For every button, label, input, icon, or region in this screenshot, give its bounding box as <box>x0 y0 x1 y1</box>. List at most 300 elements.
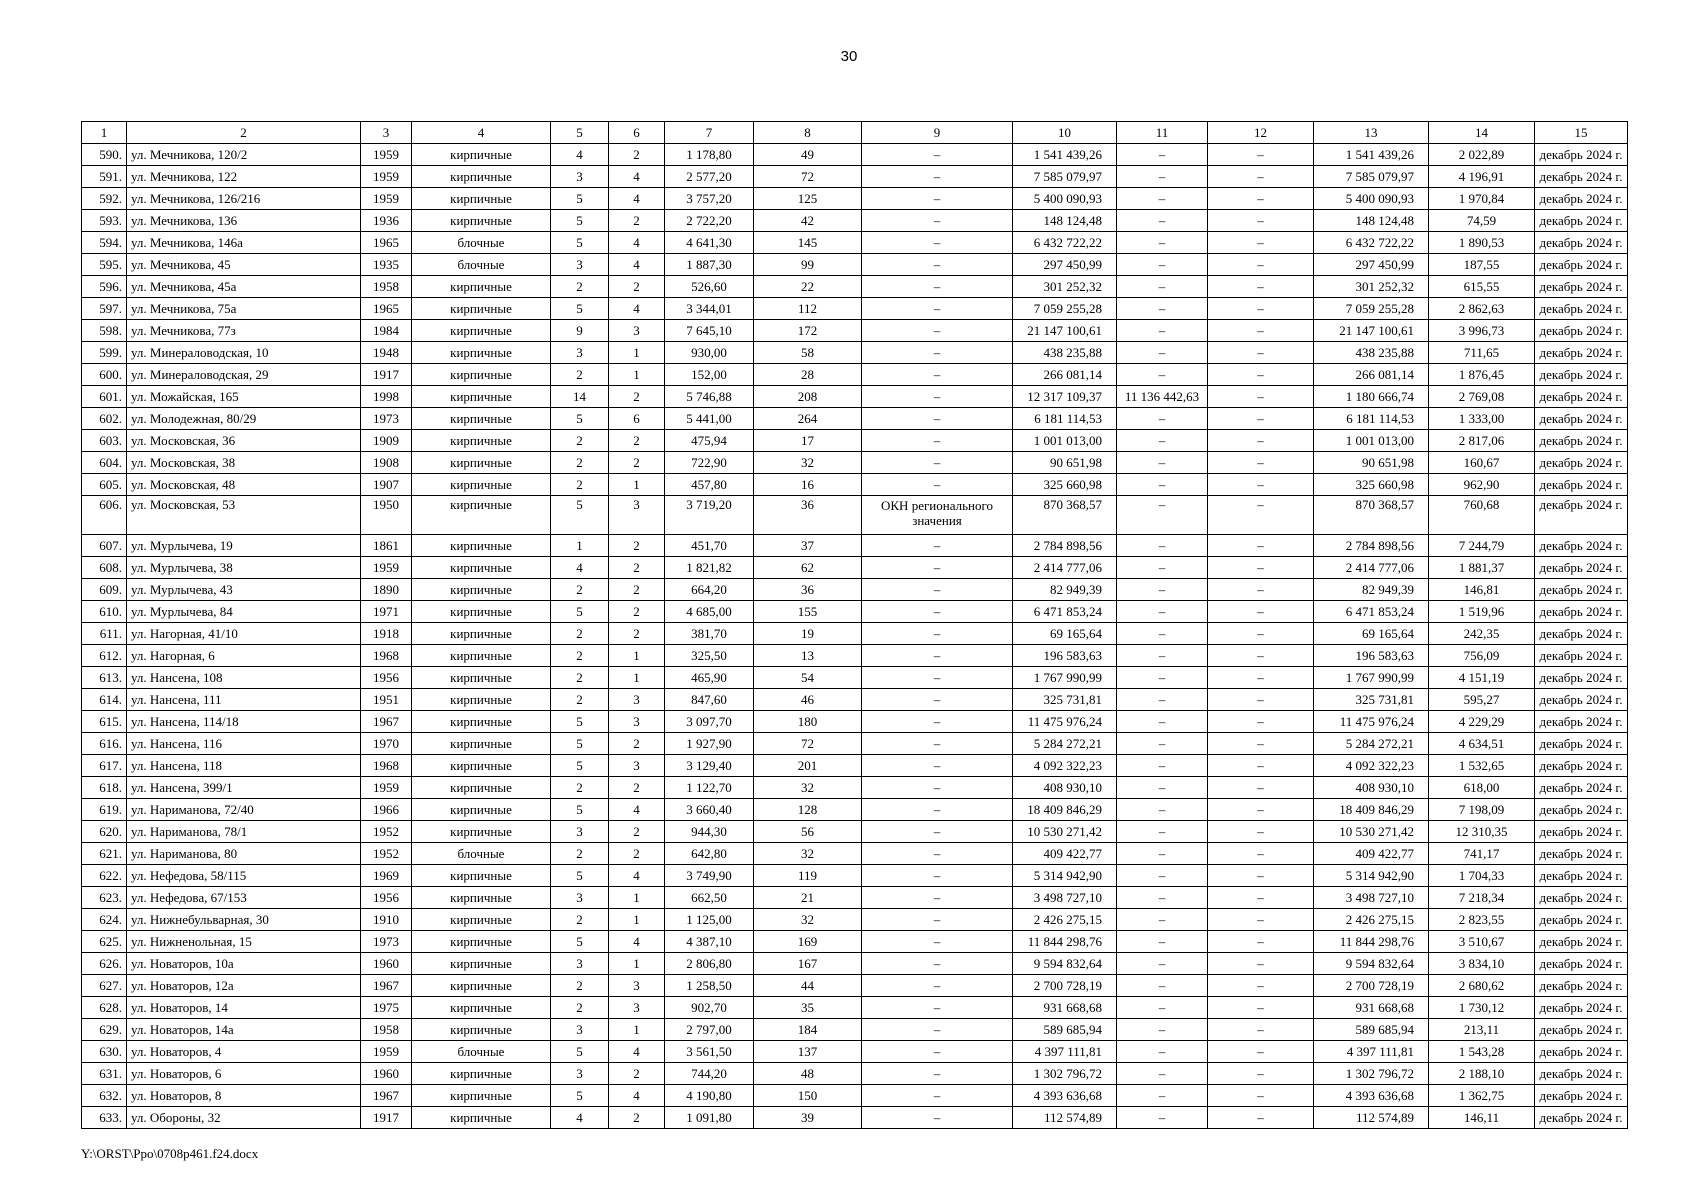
table-cell-col-13: 931 668,68 <box>1314 997 1429 1019</box>
table-cell-col-6: 1 <box>609 887 665 909</box>
table-cell-col-11: – <box>1117 821 1208 843</box>
table-cell-col-8: 208 <box>754 386 862 408</box>
table-cell-col-3: 1918 <box>361 623 412 645</box>
table-cell-col-8: 44 <box>754 975 862 997</box>
table-cell-col-15: декабрь 2024 г. <box>1535 364 1628 386</box>
table-cell-col-1: 618. <box>82 777 127 799</box>
table-cell-col-9: – <box>862 320 1013 342</box>
table-cell-col-9: – <box>862 777 1013 799</box>
table-cell-col-14: 4 151,19 <box>1429 667 1535 689</box>
table-cell-col-8: 16 <box>754 474 862 496</box>
table-cell-col-10: 4 092 322,23 <box>1013 755 1117 777</box>
table-cell-col-11: – <box>1117 364 1208 386</box>
table-cell-col-7: 1 258,50 <box>665 975 754 997</box>
table-cell-col-9: – <box>862 755 1013 777</box>
table-cell-col-12: – <box>1208 755 1314 777</box>
table-cell-col-1: 611. <box>82 623 127 645</box>
table-cell-col-12: – <box>1208 276 1314 298</box>
table-cell-col-11: – <box>1117 975 1208 997</box>
table-cell-col-6: 1 <box>609 474 665 496</box>
table-cell-col-11: – <box>1117 579 1208 601</box>
table-cell-col-14: 4 634,51 <box>1429 733 1535 755</box>
table-cell-col-9: – <box>862 579 1013 601</box>
table-cell-col-9: – <box>862 166 1013 188</box>
table-cell-col-8: 167 <box>754 953 862 975</box>
table-cell-col-14: 2 022,89 <box>1429 144 1535 166</box>
table-cell-col-4: кирпичные <box>412 997 551 1019</box>
table-cell-col-2: ул. Можайская, 165 <box>127 386 361 408</box>
table-cell-col-3: 1970 <box>361 733 412 755</box>
table-cell-col-2: ул. Новаторов, 14а <box>127 1019 361 1041</box>
table-cell-col-7: 381,70 <box>665 623 754 645</box>
table-cell-col-6: 3 <box>609 496 665 535</box>
table-cell-col-5: 3 <box>551 953 609 975</box>
table-cell-col-9: – <box>862 909 1013 931</box>
table-cell-col-15: декабрь 2024 г. <box>1535 408 1628 430</box>
table-cell-col-10: 7 059 255,28 <box>1013 298 1117 320</box>
table-cell-col-13: 10 530 271,42 <box>1314 821 1429 843</box>
table-cell-col-15: декабрь 2024 г. <box>1535 474 1628 496</box>
table-cell-col-9: – <box>862 430 1013 452</box>
table-cell-col-1: 629. <box>82 1019 127 1041</box>
table-cell-col-12: – <box>1208 975 1314 997</box>
table-cell-col-13: 5 400 090,93 <box>1314 188 1429 210</box>
table-cell-col-2: ул. Мечникова, 45а <box>127 276 361 298</box>
table-cell-col-13: 589 685,94 <box>1314 1019 1429 1041</box>
table-cell-col-3: 1952 <box>361 843 412 865</box>
table-cell-col-13: 11 475 976,24 <box>1314 711 1429 733</box>
table-row <box>82 408 1628 430</box>
table-cell-col-12: – <box>1208 1085 1314 1107</box>
table-cell-col-2: ул. Московская, 53 <box>127 496 361 535</box>
table-cell-col-13: 196 583,63 <box>1314 645 1429 667</box>
table-cell-col-5: 3 <box>551 1063 609 1085</box>
table-cell-col-7: 3 561,50 <box>665 1041 754 1063</box>
table-cell-col-12: – <box>1208 188 1314 210</box>
table-cell-col-2: ул. Мечникова, 136 <box>127 210 361 232</box>
table-cell-col-12: – <box>1208 166 1314 188</box>
table-cell-col-13: 438 235,88 <box>1314 342 1429 364</box>
table-cell-col-6: 2 <box>609 557 665 579</box>
table-cell-col-9: – <box>862 931 1013 953</box>
table-cell-col-5: 5 <box>551 711 609 733</box>
table-cell-col-2: ул. Мечникова, 122 <box>127 166 361 188</box>
table-cell-col-13: 325 660,98 <box>1314 474 1429 496</box>
table-cell-col-14: 146,11 <box>1429 1107 1535 1129</box>
table-cell-col-5: 5 <box>551 1085 609 1107</box>
table-cell-col-3: 1959 <box>361 1041 412 1063</box>
table-cell-col-3: 1959 <box>361 144 412 166</box>
table-cell-col-3: 1967 <box>361 975 412 997</box>
table-cell-col-3: 1966 <box>361 799 412 821</box>
table-cell-col-5: 2 <box>551 579 609 601</box>
table-cell-col-6: 2 <box>609 452 665 474</box>
table-cell-col-1: 597. <box>82 298 127 320</box>
table-cell-col-12: – <box>1208 821 1314 843</box>
table-cell-col-1: 603. <box>82 430 127 452</box>
table-cell-col-9: – <box>862 254 1013 276</box>
table-cell-col-5: 2 <box>551 364 609 386</box>
table-cell-col-1: 591. <box>82 166 127 188</box>
table-cell-col-1: 600. <box>82 364 127 386</box>
table-cell-col-12: – <box>1208 689 1314 711</box>
table-cell-col-13: 4 092 322,23 <box>1314 755 1429 777</box>
table-cell-col-1: 598. <box>82 320 127 342</box>
table-cell-col-11: – <box>1117 843 1208 865</box>
table-row <box>82 496 1628 535</box>
table-cell-col-6: 2 <box>609 386 665 408</box>
table-row <box>82 474 1628 496</box>
table-cell-col-4: блочные <box>412 1041 551 1063</box>
table-cell-col-5: 2 <box>551 975 609 997</box>
table-cell-col-11: – <box>1117 887 1208 909</box>
table-cell-col-9: – <box>862 689 1013 711</box>
table-cell-col-9: – <box>862 821 1013 843</box>
table-cell-col-13: 2 414 777,06 <box>1314 557 1429 579</box>
table-cell-col-7: 1 887,30 <box>665 254 754 276</box>
table-cell-col-10: 3 498 727,10 <box>1013 887 1117 909</box>
table-cell-col-13: 6 471 853,24 <box>1314 601 1429 623</box>
table-cell-col-10: 1 541 439,26 <box>1013 144 1117 166</box>
table-cell-col-7: 1 821,82 <box>665 557 754 579</box>
table-cell-col-13: 7 585 079,97 <box>1314 166 1429 188</box>
table-cell-col-10: 301 252,32 <box>1013 276 1117 298</box>
table-cell-col-1: 599. <box>82 342 127 364</box>
table-row <box>82 645 1628 667</box>
column-header-2: 2 <box>127 122 361 144</box>
table-row <box>82 953 1628 975</box>
table-cell-col-15: декабрь 2024 г. <box>1535 320 1628 342</box>
table-cell-col-5: 5 <box>551 601 609 623</box>
table-cell-col-10: 21 147 100,61 <box>1013 320 1117 342</box>
table-cell-col-11: – <box>1117 320 1208 342</box>
table-cell-col-12: – <box>1208 843 1314 865</box>
table-cell-col-5: 3 <box>551 1019 609 1041</box>
table-cell-col-4: кирпичные <box>412 777 551 799</box>
table-cell-col-11: – <box>1117 430 1208 452</box>
table-cell-col-11: – <box>1117 689 1208 711</box>
table-cell-col-14: 1 881,37 <box>1429 557 1535 579</box>
table-cell-col-6: 3 <box>609 755 665 777</box>
table-cell-col-6: 2 <box>609 777 665 799</box>
table-cell-col-4: кирпичные <box>412 733 551 755</box>
table-cell-col-2: ул. Мечникова, 77з <box>127 320 361 342</box>
table-cell-col-10: 6 181 114,53 <box>1013 408 1117 430</box>
table-cell-col-9: – <box>862 887 1013 909</box>
table-cell-col-3: 1959 <box>361 557 412 579</box>
table-cell-col-10: 5 400 090,93 <box>1013 188 1117 210</box>
table-cell-col-6: 4 <box>609 166 665 188</box>
table-cell-col-1: 625. <box>82 931 127 953</box>
table-cell-col-7: 457,80 <box>665 474 754 496</box>
table-cell-col-3: 1910 <box>361 909 412 931</box>
table-cell-col-4: кирпичные <box>412 320 551 342</box>
table-cell-col-8: 19 <box>754 623 862 645</box>
table-cell-col-3: 1861 <box>361 535 412 557</box>
table-cell-col-1: 614. <box>82 689 127 711</box>
table-cell-col-15: декабрь 2024 г. <box>1535 931 1628 953</box>
table-cell-col-13: 112 574,89 <box>1314 1107 1429 1129</box>
table-row <box>82 887 1628 909</box>
table-cell-col-9: – <box>862 1085 1013 1107</box>
table-cell-col-10: 11 844 298,76 <box>1013 931 1117 953</box>
table-row <box>82 144 1628 166</box>
table-cell-col-10: 196 583,63 <box>1013 645 1117 667</box>
table-cell-col-12: – <box>1208 909 1314 931</box>
table-cell-col-3: 1965 <box>361 232 412 254</box>
table-cell-col-5: 5 <box>551 188 609 210</box>
table-cell-col-11: – <box>1117 496 1208 535</box>
table-cell-col-4: кирпичные <box>412 144 551 166</box>
table-cell-col-15: декабрь 2024 г. <box>1535 1019 1628 1041</box>
column-header-5: 5 <box>551 122 609 144</box>
table-cell-col-14: 7 198,09 <box>1429 799 1535 821</box>
column-header-15: 15 <box>1535 122 1628 144</box>
table-cell-col-10: 18 409 846,29 <box>1013 799 1117 821</box>
table-cell-col-10: 112 574,89 <box>1013 1107 1117 1129</box>
table-cell-col-8: 36 <box>754 579 862 601</box>
table-cell-col-9: – <box>862 733 1013 755</box>
table-row <box>82 364 1628 386</box>
table-cell-col-4: кирпичные <box>412 535 551 557</box>
table-cell-col-5: 14 <box>551 386 609 408</box>
table-cell-col-11: – <box>1117 535 1208 557</box>
table-cell-col-5: 2 <box>551 667 609 689</box>
table-cell-col-8: 62 <box>754 557 862 579</box>
table-cell-col-11: – <box>1117 474 1208 496</box>
table-cell-col-12: – <box>1208 298 1314 320</box>
table-cell-col-8: 137 <box>754 1041 862 1063</box>
table-cell-col-13: 5 314 942,90 <box>1314 865 1429 887</box>
table-cell-col-8: 32 <box>754 909 862 931</box>
table-cell-col-3: 1965 <box>361 298 412 320</box>
table-cell-col-1: 612. <box>82 645 127 667</box>
table-cell-col-4: кирпичные <box>412 1063 551 1085</box>
table-cell-col-8: 172 <box>754 320 862 342</box>
table-cell-col-10: 408 930,10 <box>1013 777 1117 799</box>
table-cell-col-2: ул. Обороны, 32 <box>127 1107 361 1129</box>
table-row <box>82 711 1628 733</box>
table-cell-col-15: декабрь 2024 г. <box>1535 799 1628 821</box>
table-cell-col-1: 609. <box>82 579 127 601</box>
table-row <box>82 535 1628 557</box>
table-cell-col-4: кирпичные <box>412 474 551 496</box>
table-row <box>82 298 1628 320</box>
table-cell-col-10: 870 368,57 <box>1013 496 1117 535</box>
table-cell-col-9: – <box>862 1041 1013 1063</box>
table-cell-col-11: – <box>1117 755 1208 777</box>
table-cell-col-7: 847,60 <box>665 689 754 711</box>
table-cell-col-14: 1 876,45 <box>1429 364 1535 386</box>
table-cell-col-8: 72 <box>754 733 862 755</box>
table-cell-col-5: 9 <box>551 320 609 342</box>
table-row <box>82 320 1628 342</box>
table-cell-col-15: декабрь 2024 г. <box>1535 1041 1628 1063</box>
table-cell-col-11: – <box>1117 342 1208 364</box>
table-cell-col-5: 2 <box>551 843 609 865</box>
table-cell-col-5: 3 <box>551 821 609 843</box>
table-cell-col-13: 2 784 898,56 <box>1314 535 1429 557</box>
table-cell-col-12: – <box>1208 623 1314 645</box>
table-row <box>82 166 1628 188</box>
table-cell-col-9: – <box>862 645 1013 667</box>
table-cell-col-12: – <box>1208 667 1314 689</box>
table-cell-col-14: 4 196,91 <box>1429 166 1535 188</box>
table-cell-col-14: 1 890,53 <box>1429 232 1535 254</box>
table-cell-col-9: – <box>862 276 1013 298</box>
table-cell-col-13: 4 393 636,68 <box>1314 1085 1429 1107</box>
table-cell-col-10: 11 475 976,24 <box>1013 711 1117 733</box>
table-cell-col-10: 90 651,98 <box>1013 452 1117 474</box>
table-cell-col-5: 5 <box>551 298 609 320</box>
table-cell-col-6: 2 <box>609 623 665 645</box>
page-number: 30 <box>840 48 858 65</box>
table-cell-col-2: ул. Мечникова, 126/216 <box>127 188 361 210</box>
table-cell-col-2: ул. Новаторов, 14 <box>127 997 361 1019</box>
table-cell-col-7: 1 178,80 <box>665 144 754 166</box>
table-cell-col-9: – <box>862 953 1013 975</box>
table-cell-col-7: 930,00 <box>665 342 754 364</box>
table-row <box>82 342 1628 364</box>
table-cell-col-8: 46 <box>754 689 862 711</box>
table-cell-col-10: 82 949,39 <box>1013 579 1117 601</box>
table-cell-col-1: 621. <box>82 843 127 865</box>
table-cell-col-4: блочные <box>412 232 551 254</box>
table-cell-col-13: 7 059 255,28 <box>1314 298 1429 320</box>
table-cell-col-12: – <box>1208 887 1314 909</box>
table-cell-col-3: 1984 <box>361 320 412 342</box>
table-cell-col-4: кирпичные <box>412 298 551 320</box>
table-cell-col-15: декабрь 2024 г. <box>1535 166 1628 188</box>
table-cell-col-6: 3 <box>609 320 665 342</box>
table-cell-col-8: 72 <box>754 166 862 188</box>
table-cell-col-12: – <box>1208 535 1314 557</box>
table-cell-col-15: декабрь 2024 г. <box>1535 1107 1628 1129</box>
table-cell-col-15: декабрь 2024 г. <box>1535 623 1628 645</box>
table-cell-col-8: 36 <box>754 496 862 535</box>
table-cell-col-1: 613. <box>82 667 127 689</box>
table-cell-col-4: кирпичные <box>412 689 551 711</box>
table-cell-col-2: ул. Нариманова, 80 <box>127 843 361 865</box>
table-cell-col-14: 1 362,75 <box>1429 1085 1535 1107</box>
table-cell-col-12: – <box>1208 557 1314 579</box>
table-cell-col-5: 2 <box>551 997 609 1019</box>
table-cell-col-8: 125 <box>754 188 862 210</box>
table-cell-col-8: 13 <box>754 645 862 667</box>
table-cell-col-8: 58 <box>754 342 862 364</box>
table-cell-col-6: 4 <box>609 254 665 276</box>
table-cell-col-13: 9 594 832,64 <box>1314 953 1429 975</box>
table-cell-col-14: 615,55 <box>1429 276 1535 298</box>
table-cell-col-14: 2 188,10 <box>1429 1063 1535 1085</box>
table-cell-col-14: 242,35 <box>1429 623 1535 645</box>
table-cell-col-13: 148 124,48 <box>1314 210 1429 232</box>
table-cell-col-8: 128 <box>754 799 862 821</box>
table-cell-col-7: 944,30 <box>665 821 754 843</box>
table-row <box>82 755 1628 777</box>
table-cell-col-10: 69 165,64 <box>1013 623 1117 645</box>
table-cell-col-5: 4 <box>551 1107 609 1129</box>
table-cell-col-2: ул. Новаторов, 4 <box>127 1041 361 1063</box>
table-cell-col-15: декабрь 2024 г. <box>1535 733 1628 755</box>
table-cell-col-2: ул. Новаторов, 6 <box>127 1063 361 1085</box>
table-cell-col-8: 184 <box>754 1019 862 1041</box>
table-cell-col-10: 2 414 777,06 <box>1013 557 1117 579</box>
table-cell-col-2: ул. Московская, 36 <box>127 430 361 452</box>
table-cell-col-3: 1959 <box>361 188 412 210</box>
table-row <box>82 1085 1628 1107</box>
table-cell-col-9: – <box>862 667 1013 689</box>
table-cell-col-2: ул. Мечникова, 146а <box>127 232 361 254</box>
table-cell-col-10: 10 530 271,42 <box>1013 821 1117 843</box>
table-cell-col-12: – <box>1208 1107 1314 1129</box>
table-cell-col-14: 2 862,63 <box>1429 298 1535 320</box>
table-cell-col-7: 4 190,80 <box>665 1085 754 1107</box>
table-cell-col-10: 5 314 942,90 <box>1013 865 1117 887</box>
table-cell-col-11: – <box>1117 1085 1208 1107</box>
table-cell-col-8: 35 <box>754 997 862 1019</box>
table-cell-col-5: 2 <box>551 909 609 931</box>
table-cell-col-10: 1 302 796,72 <box>1013 1063 1117 1085</box>
column-header-13: 13 <box>1314 122 1429 144</box>
table-cell-col-11: – <box>1117 733 1208 755</box>
table-cell-col-13: 408 930,10 <box>1314 777 1429 799</box>
table-cell-col-1: 604. <box>82 452 127 474</box>
table-cell-col-15: декабрь 2024 г. <box>1535 953 1628 975</box>
table-cell-col-5: 5 <box>551 408 609 430</box>
table-cell-col-5: 5 <box>551 1041 609 1063</box>
table-cell-col-12: – <box>1208 1041 1314 1063</box>
table-cell-col-6: 4 <box>609 1041 665 1063</box>
table-cell-col-7: 5 746,88 <box>665 386 754 408</box>
table-cell-col-12: – <box>1208 408 1314 430</box>
table-cell-col-7: 662,50 <box>665 887 754 909</box>
table-cell-col-6: 4 <box>609 931 665 953</box>
table-cell-col-3: 1968 <box>361 755 412 777</box>
table-cell-col-7: 2 797,00 <box>665 1019 754 1041</box>
table-cell-col-5: 2 <box>551 276 609 298</box>
table-cell-col-8: 21 <box>754 887 862 909</box>
table-cell-col-9: – <box>862 452 1013 474</box>
table-cell-col-7: 902,70 <box>665 997 754 1019</box>
table-cell-col-6: 2 <box>609 210 665 232</box>
table-cell-col-7: 3 660,40 <box>665 799 754 821</box>
table-cell-col-8: 54 <box>754 667 862 689</box>
table-cell-col-11: – <box>1117 210 1208 232</box>
table-cell-col-7: 2 722,20 <box>665 210 754 232</box>
table-cell-col-11: – <box>1117 711 1208 733</box>
table-cell-col-3: 1958 <box>361 1019 412 1041</box>
table-cell-col-5: 5 <box>551 210 609 232</box>
table-cell-col-3: 1967 <box>361 1085 412 1107</box>
table-cell-col-13: 409 422,77 <box>1314 843 1429 865</box>
table-cell-col-15: декабрь 2024 г. <box>1535 210 1628 232</box>
table-cell-col-10: 4 393 636,68 <box>1013 1085 1117 1107</box>
table-cell-col-4: кирпичные <box>412 386 551 408</box>
table-cell-col-8: 99 <box>754 254 862 276</box>
table-cell-col-11: – <box>1117 188 1208 210</box>
table-cell-col-5: 5 <box>551 931 609 953</box>
table-row <box>82 232 1628 254</box>
table-cell-col-13: 11 844 298,76 <box>1314 931 1429 953</box>
table-cell-col-2: ул. Нариманова, 78/1 <box>127 821 361 843</box>
table-cell-col-13: 2 700 728,19 <box>1314 975 1429 997</box>
table-cell-col-11: – <box>1117 1041 1208 1063</box>
table-cell-col-3: 1956 <box>361 887 412 909</box>
table-row <box>82 975 1628 997</box>
table-cell-col-10: 6 432 722,22 <box>1013 232 1117 254</box>
table-cell-col-14: 1 532,65 <box>1429 755 1535 777</box>
